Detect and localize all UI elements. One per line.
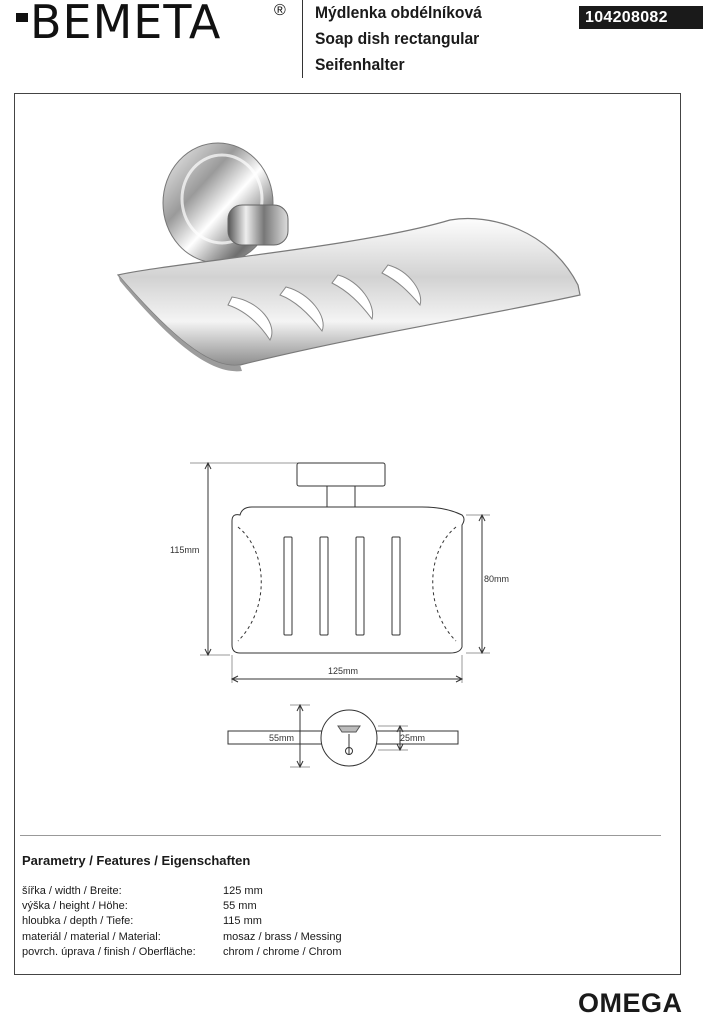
registered-mark: ® <box>274 2 286 19</box>
spec-row <box>22 930 423 945</box>
spec-label: povrch. úprava / finish / Oberfläche: <box>22 945 196 958</box>
dish-height-label: 80mm <box>484 574 510 584</box>
product-photo <box>110 135 590 380</box>
product-title-en: Soap dish rectangular <box>315 29 480 48</box>
product-title-de: Seifenhalter <box>315 55 405 74</box>
spec-table <box>22 884 423 960</box>
spec-value: 125 mm <box>223 885 263 897</box>
stem <box>327 486 355 507</box>
spec-value: chrom / chrome / Chrom <box>223 945 342 958</box>
spec-row <box>22 899 423 914</box>
spec-value: 55 mm <box>223 900 257 913</box>
height-label: 115mm <box>170 545 200 555</box>
brand-logo <box>16 2 286 52</box>
technical-drawing <box>160 455 520 785</box>
spec-label: šířka / width / Breite: <box>22 885 122 897</box>
spec-label: materiál / material / Material: <box>22 930 161 943</box>
width-label: 125mm <box>328 666 359 676</box>
product-title-cz: Mýdlenka obdélníková <box>315 3 482 22</box>
logo-bar <box>16 13 28 22</box>
dish-outline <box>232 507 464 653</box>
spec-row <box>22 914 423 929</box>
features-title: Parametry / Features / Eigenschaften <box>22 853 251 868</box>
spec-value: mosaz / brass / Messing <box>223 930 342 943</box>
wall-plate <box>297 463 385 486</box>
section-divider <box>20 835 661 836</box>
series-name: OMEGA <box>578 988 683 1018</box>
spec-label: výška / height / Höhe: <box>22 900 128 913</box>
product-titles <box>315 0 496 78</box>
spec-value: 115 mm <box>223 915 262 928</box>
header-divider <box>302 0 303 78</box>
product-code: 104208082 <box>579 6 703 29</box>
spec-row <box>22 884 423 899</box>
spec-row <box>22 945 423 960</box>
spec-label: hloubka / depth / Tiefe: <box>22 915 134 928</box>
depth-label: 55mm <box>269 733 295 743</box>
rosette-label: 25mm <box>400 733 426 743</box>
brand-name: BEMETA <box>30 0 222 49</box>
mount-arm <box>228 205 288 245</box>
